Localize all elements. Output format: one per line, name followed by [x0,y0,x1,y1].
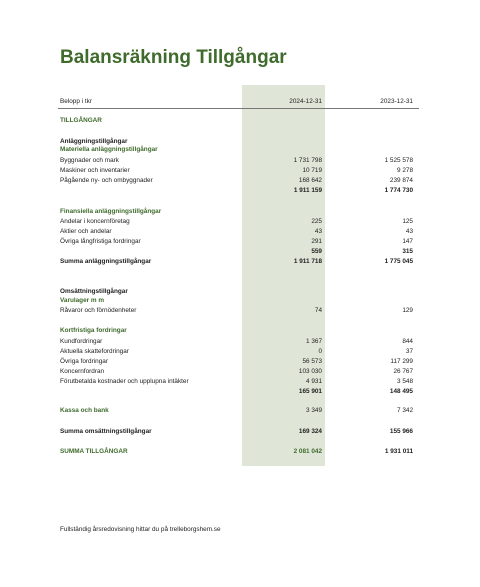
table-row: Pågående ny- och ombyggnader 168 642 239 874 [60,177,413,184]
subtotal-row: 1 911 159 1 774 730 [293,187,413,194]
footer-note: Fullständig årsredovisning hittar du på trelleborgshem.se [60,526,221,533]
total-row: Summa omsättningstillgångar 169 324 155 966 [60,428,413,435]
table-row: Övriga långfristiga fordringar 291 147 [60,238,413,245]
table-row: Råvaror och förnödenheter 74 129 [60,307,413,314]
subsection-heading: Kortfristiga fordringar [60,327,127,334]
table-row: Förutbetalda kostnader och upplupna intäkter 4 931 3 548 [60,378,413,385]
column-header-2023: 2023-12-31 [380,98,413,105]
section-heading: TILLGÅNGAR [60,117,102,124]
subtotal-row: 559 315 [311,248,413,255]
table-row: Aktuella skattefordringar 0 37 [60,348,413,355]
table-row: Byggnader och mark 1 731 798 1 525 578 [60,157,413,164]
subsection-heading: Finansiella anläggningstillgångar [60,208,162,215]
table-row: Koncernfordran 103 030 26 767 [60,368,413,375]
table-row: Kundfordringar 1 367 844 [60,338,413,345]
table-row: Kassa och bank 3 349 7 342 [60,407,413,414]
table-row: Övriga fordringar 56 573 117 299 [60,358,413,365]
section-heading: Anläggningstillgångar [60,138,128,145]
column-header-2024: 2024-12-31 [289,98,322,105]
unit-label: Belopp i tkr [60,98,92,105]
subsection-heading: Varulager m m [60,297,105,304]
column-header-row [58,97,419,107]
page-title: Balansräkning Tillgångar [60,47,287,68]
total-row: Summa anläggningstillgångar 1 911 718 1 775 045 [60,258,413,265]
table-row: Maskiner och inventarier 10 719 9 278 [60,167,413,174]
header-divider [58,108,419,109]
table-row: Aktier och andelar 43 43 [60,228,413,235]
section-heading: Omsättningstillgångar [60,288,128,295]
table-row: Andelar i koncernföretag 225 125 [60,218,413,225]
subtotal-row: 165 901 148 495 [298,388,413,395]
subsection-heading: Materiella anläggningstillgångar [60,146,158,153]
grand-total-row: SUMMA TILLGÅNGAR 2 081 042 1 931 011 [60,448,413,455]
